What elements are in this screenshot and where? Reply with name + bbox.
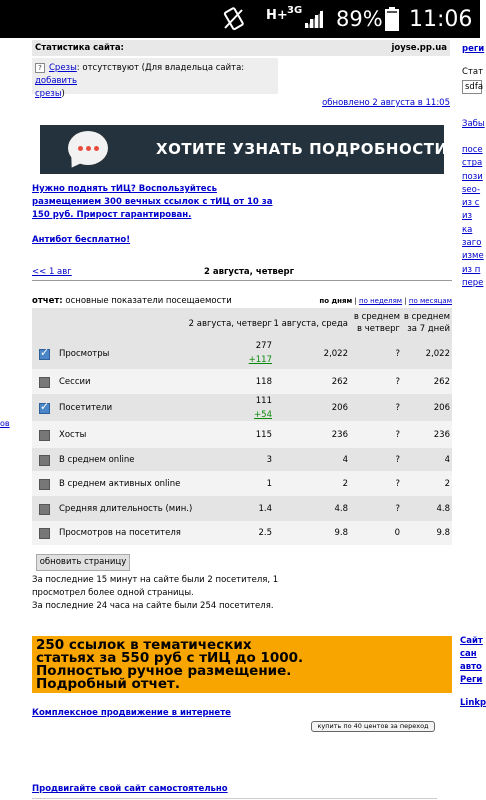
- page-title: Статистика сайта:: [35, 43, 124, 53]
- sidebar-link[interactable]: из с: [462, 198, 480, 209]
- visitors-summary: [32, 574, 332, 613]
- row-label: Сессии: [59, 377, 91, 387]
- value-today: 1.4: [258, 504, 272, 514]
- srezy-text: : отсутствуют (Для владельца сайта:: [76, 63, 245, 73]
- sidebar-stat-label: Стат: [462, 67, 484, 77]
- site-stats-header: [32, 40, 450, 56]
- value-today: 111: [255, 396, 272, 406]
- value-avg-thu: ?: [395, 455, 400, 465]
- value-avg-7: 236: [433, 430, 450, 440]
- table-row: [32, 521, 452, 545]
- orange-ad-line-3: Полностью ручное размещение.: [36, 663, 292, 679]
- table-row: [32, 339, 452, 369]
- current-date: 2 августа, четверг: [204, 267, 295, 277]
- orange-ad-line-1: 250 ссылок в тематических: [36, 637, 252, 653]
- battery-percent: 89%: [336, 7, 383, 31]
- left-clipped-link[interactable]: ов: [0, 419, 10, 428]
- table-row: [32, 369, 452, 394]
- value-yesterday: 4: [342, 455, 348, 465]
- row-label: В среднем активных online: [59, 479, 181, 489]
- table-header: [32, 308, 452, 339]
- value-avg-thu: 0: [394, 528, 400, 538]
- sidebar-site-link[interactable]: Сайт: [460, 636, 483, 646]
- sidebar-input[interactable]: sdfa: [462, 80, 482, 94]
- checkbox-icon[interactable]: [39, 528, 50, 539]
- sidebar-link[interactable]: из п: [462, 264, 481, 275]
- refresh-page-button[interactable]: обновить страницу: [36, 554, 130, 571]
- sidebar-reg-link[interactable]: Реги: [460, 675, 483, 685]
- row-label: Средняя длительность (мин.): [59, 504, 193, 514]
- table-row: [32, 421, 452, 448]
- col-avg-thu: в среднем в четверг: [353, 312, 400, 334]
- row-label: В среднем online: [59, 455, 135, 465]
- value-avg-thu: ?: [395, 349, 400, 359]
- col-yesterday: 1 августа, среда: [273, 319, 348, 329]
- value-yesterday: 4.8: [334, 504, 348, 514]
- sidebar-link[interactable]: пере: [462, 277, 484, 288]
- row-label: Посетители: [59, 403, 113, 413]
- nfc-icon: [222, 0, 246, 38]
- value-avg-thu: ?: [395, 377, 400, 387]
- value-yesterday: 262: [331, 377, 348, 387]
- orange-ad-line-2: статьях за 550 руб с тИЦ до 1000.: [36, 650, 304, 666]
- table-row: [32, 448, 452, 471]
- buy-clicks-button[interactable]: купить по 40 центов за переход: [311, 721, 435, 732]
- srezy-tail: ): [61, 89, 65, 99]
- value-avg-thu: ?: [395, 504, 400, 514]
- orange-ad[interactable]: [32, 636, 452, 693]
- promo-link[interactable]: Нужно поднять тИЦ? Воспользуйтесь размещением 300 вечных ссылок с тИЦ от 10 за 150 руб. Прирост гарантирован.: [32, 184, 273, 220]
- orange-ad-line-4: Подробный отчет.: [36, 676, 181, 692]
- view-by-weeks[interactable]: по неделям: [359, 297, 403, 305]
- checkbox-icon[interactable]: [39, 349, 50, 360]
- checkbox-icon[interactable]: [39, 455, 50, 466]
- date-navigation: [32, 267, 452, 281]
- value-avg-7: 4: [444, 455, 450, 465]
- value-delta[interactable]: +117: [248, 355, 272, 365]
- divider: [32, 798, 437, 799]
- checkbox-icon[interactable]: [39, 504, 50, 515]
- value-avg-7: 2: [444, 479, 450, 489]
- table-row: [32, 496, 452, 521]
- clock: 11:06: [409, 6, 473, 32]
- srezy-link[interactable]: Срезы: [49, 63, 77, 73]
- value-avg-thu: ?: [395, 479, 400, 489]
- sidebar-link[interactable]: из ка: [462, 211, 473, 235]
- report-label: отчет:: [32, 296, 63, 306]
- row-label: Просмотров на посетителя: [59, 528, 181, 538]
- self-promotion-link[interactable]: Продвигайте свой сайт самостоятельно: [32, 784, 228, 794]
- value-yesterday: 236: [331, 430, 348, 440]
- sidebar-san-link[interactable]: сан: [460, 649, 477, 659]
- site-name: joyse.pp.ua: [391, 43, 447, 53]
- value-yesterday: 206: [331, 403, 348, 413]
- battery-icon: [384, 0, 400, 38]
- value-avg-7: 4.8: [436, 504, 450, 514]
- report-line: [32, 296, 452, 306]
- sidebar-register-link[interactable]: реги: [462, 44, 485, 54]
- view-separator: |: [354, 297, 357, 305]
- sidebar-auto-link[interactable]: авто: [460, 662, 482, 672]
- status-bar: [0, 0, 480, 38]
- checkbox-icon[interactable]: [39, 430, 50, 441]
- value-today: 1: [266, 479, 272, 489]
- value-avg-7: 206: [433, 403, 450, 413]
- visitors-line-1: За последние 15 минут на сайте были 2 посетителя, 1: [32, 575, 279, 585]
- srezy-box: [32, 58, 278, 99]
- value-avg-thu: ?: [395, 430, 400, 440]
- visitors-line-2: просмотрел более одной страницы.: [32, 588, 194, 598]
- value-today: 115: [255, 430, 272, 440]
- value-delta[interactable]: +54: [254, 410, 272, 420]
- view-by-months[interactable]: по месяцам: [408, 297, 452, 305]
- page-content: [0, 38, 486, 800]
- value-yesterday: 2: [342, 479, 348, 489]
- value-today: 3: [266, 455, 272, 465]
- value-today: 277: [255, 341, 272, 351]
- updated-link[interactable]: обновлено 2 августа в 11:05: [322, 98, 450, 108]
- checkbox-icon[interactable]: [39, 377, 50, 388]
- value-avg-7: 262: [433, 377, 450, 387]
- complex-promotion-link[interactable]: Комплексное продвижение в интернете: [32, 708, 231, 718]
- value-today: 118: [255, 377, 272, 387]
- sidebar-forgot-link[interactable]: Забы: [462, 119, 485, 129]
- sidebar-link[interactable]: seo-: [462, 184, 481, 195]
- row-label: Хосты: [59, 430, 87, 440]
- antibot-link[interactable]: Антибот бесплатно!: [32, 235, 131, 245]
- chat-bubble-icon: [68, 131, 108, 165]
- checkbox-icon[interactable]: [39, 479, 50, 490]
- table-row: [32, 471, 452, 496]
- sidebar-link[interactable]: стра: [462, 158, 483, 169]
- add-srezy-link[interactable]: добавить: [35, 76, 78, 86]
- prev-day-link[interactable]: << 1 авг: [32, 267, 72, 277]
- col-avg-7: в среднем за 7 дней: [403, 312, 450, 334]
- sidebar-link[interactable]: изме: [462, 251, 484, 262]
- value-today: 2.5: [258, 528, 272, 538]
- view-by-days: по дням: [319, 297, 353, 305]
- sidebar-link[interactable]: посе: [462, 145, 483, 155]
- signal-icon: [303, 0, 325, 38]
- banner-text: ХОТИТЕ УЗНАТЬ ПОДРОБНОСТИ?: [156, 140, 457, 158]
- checkbox-icon[interactable]: [39, 403, 50, 414]
- sidebar-links: [462, 144, 482, 290]
- value-avg-7: 2,022: [425, 349, 450, 359]
- row-label: Просмотры: [59, 349, 110, 359]
- network-type-3g: 3G: [287, 4, 303, 16]
- view-switch: [319, 297, 452, 305]
- value-yesterday: 9.8: [334, 528, 348, 538]
- value-avg-7: 9.8: [436, 528, 450, 538]
- add-srezy-link-2[interactable]: срезы: [35, 89, 62, 99]
- visitors-line-3: За последние 24 часа на сайте были 254 посетителя.: [32, 601, 274, 611]
- sidebar-link[interactable]: пози: [462, 171, 483, 182]
- sidebar-link[interactable]: заго: [462, 238, 482, 249]
- col-today: 2 августа, четверг: [188, 319, 272, 329]
- report-text: основные показатели посещаемости: [65, 296, 232, 306]
- sidebar-linkp-link[interactable]: Linkp: [460, 698, 486, 708]
- network-type-h: H+: [266, 7, 288, 23]
- value-avg-thu: ?: [395, 403, 400, 413]
- help-icon[interactable]: ?: [35, 63, 45, 73]
- ad-banner[interactable]: [40, 125, 457, 174]
- table-row: [32, 394, 452, 421]
- value-yesterday: 2,022: [323, 349, 348, 359]
- view-separator: |: [404, 297, 407, 305]
